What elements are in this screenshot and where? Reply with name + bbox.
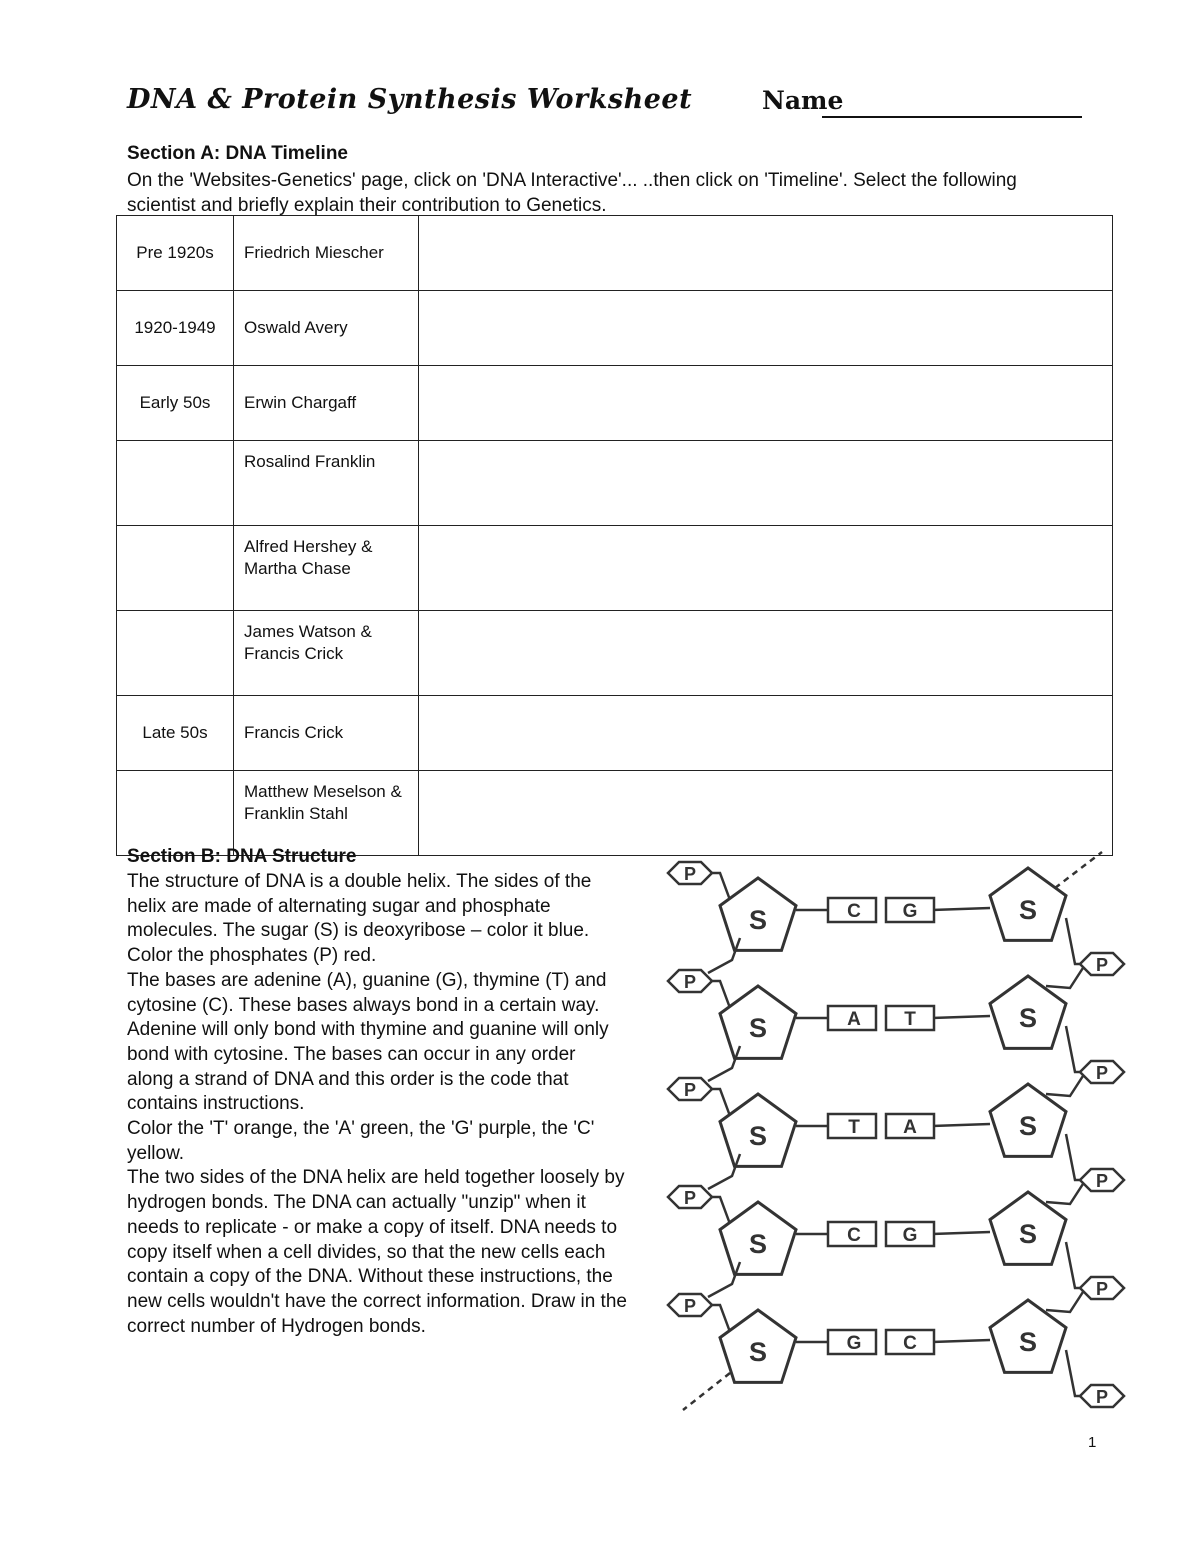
phosphate-label: P [1095,1171,1109,1191]
scientist-cell: Rosalind Franklin [234,441,419,526]
base-label: G [846,1333,862,1354]
section-a-intro: On the 'Websites-Genetics' page, click on 'DNA Interactive'... ..then click on 'Timeline'. Select the following scientist and briefly explain their contribution to Genetics. [127,170,1017,216]
era-cell [117,611,234,696]
era-cell [117,441,234,526]
phosphate-sugar-bond [712,981,730,1008]
bases-paragraph: The bases are adenine (A), guanine (G), thymine (T) and cytosine (C). These bases always bond in a certain way. Adenine will only bond with thymine and guanine will only bond with cytosine. The bases can occur in any order along a strand of DNA and this order is the code that contains instructions. [127,969,609,1115]
table-row [117,366,1113,441]
scientist-cell: Erwin Chargaff [234,366,419,441]
answer-cell[interactable] [419,216,1113,291]
scientist-cell: Francis Crick [234,696,419,771]
era-cell [117,771,234,856]
base-label: G [902,901,918,922]
phosphate-sugar-bond [1066,1350,1080,1396]
answer-cell[interactable] [419,611,1113,696]
timeline-table [116,215,1113,856]
table-row [117,526,1113,611]
table-row [117,696,1113,771]
name-label: Name [762,86,844,115]
hydrogen-bonds-paragraph: The two sides of the DNA helix are held together loosely by hydrogen bonds. The DNA can actually "unzip" when it needs to replicate - or make a copy of itself. DNA needs to copy itself when a cell divides, so that the new cells each contain a copy of the DNA. Without these instructions, the new cells wouldn't have the correct information. Draw in the correct number of Hydrogen bonds. [127,1167,627,1337]
phosphate-sugar-bond [1066,1026,1080,1072]
sugar-label: S [1018,895,1038,925]
structure-paragraph: The structure of DNA is a double helix. The sides of the helix are made of alternating sugar and phosphate molecules. The sugar (S) is deoxyribose – color it blue. Color the phosphates (P) red. [127,871,592,967]
sugar-base-bond [932,1340,990,1342]
color-instructions: Color the 'T' orange, the 'A' green, the 'G' purple, the 'C' yellow. [127,1118,595,1164]
sugar-base-bond [932,1124,990,1126]
page-number: 1 [1088,1434,1097,1451]
phosphate-sugar-bond [712,1305,730,1332]
page-title: DNA & Protein Synthesis Worksheet [127,84,693,115]
sugar-label: S [748,1013,768,1043]
phosphate-sugar-bond [712,873,730,900]
table-row [117,441,1113,526]
dna-helix-diagram[interactable] [650,840,1140,1420]
helix-end-line [1055,852,1102,888]
helix-end-line [683,1373,730,1410]
answer-cell[interactable] [419,526,1113,611]
sugar-label: S [748,1121,768,1151]
phosphate-label: P [1095,1387,1109,1407]
table-row [117,611,1113,696]
phosphate-label: P [683,1296,697,1316]
phosphate-sugar-bond [1066,918,1080,964]
era-cell: Early 50s [117,366,234,441]
phosphate-label: P [1095,1063,1109,1083]
base-label: T [848,1117,860,1138]
table-row [117,291,1113,366]
table-row [117,216,1113,291]
sugar-base-bond [932,1232,990,1234]
phosphate-label: P [683,1188,697,1208]
era-cell: Pre 1920s [117,216,234,291]
base-label: A [903,1117,917,1138]
sugar-label: S [748,1337,768,1367]
phosphate-sugar-bond [712,1197,730,1224]
sugar-base-bond [932,908,990,910]
sugar-base-bond [932,1016,990,1018]
base-label: A [847,1009,861,1030]
answer-cell[interactable] [419,291,1113,366]
answer-cell[interactable] [419,696,1113,771]
sugar-label: S [748,905,768,935]
base-label: C [903,1333,917,1354]
scientist-cell: James Watson & Francis Crick [234,611,419,696]
section-b-heading: Section B: DNA Structure [127,846,357,867]
sugar-label: S [748,1229,768,1259]
section-a-heading: Section A: DNA Timeline [127,143,348,164]
answer-cell[interactable] [419,366,1113,441]
base-label: C [847,1225,861,1246]
sugar-label: S [1018,1111,1038,1141]
sugar-label: S [1018,1219,1038,1249]
phosphate-sugar-bond [1066,1242,1080,1288]
era-cell: Late 50s [117,696,234,771]
base-label: C [847,901,861,922]
phosphate-sugar-bond [1066,1134,1080,1180]
phosphate-sugar-bond [712,1089,730,1116]
scientist-cell: Alfred Hershey & Martha Chase [234,526,419,611]
phosphate-label: P [1095,955,1109,975]
phosphate-label: P [683,864,697,884]
base-label: T [904,1009,916,1030]
era-cell [117,526,234,611]
sugar-label: S [1018,1003,1038,1033]
phosphate-label: P [683,972,697,992]
section-b-text [127,870,627,1339]
era-cell: 1920-1949 [117,291,234,366]
phosphate-label: P [683,1080,697,1100]
scientist-cell: Matthew Meselson & Franklin Stahl [234,771,419,856]
sugar-label: S [1018,1327,1038,1357]
scientist-cell: Oswald Avery [234,291,419,366]
scientist-cell: Friedrich Miescher [234,216,419,291]
base-label: G [902,1225,918,1246]
phosphate-label: P [1095,1279,1109,1299]
name-field-line[interactable] [822,116,1082,118]
answer-cell[interactable] [419,441,1113,526]
